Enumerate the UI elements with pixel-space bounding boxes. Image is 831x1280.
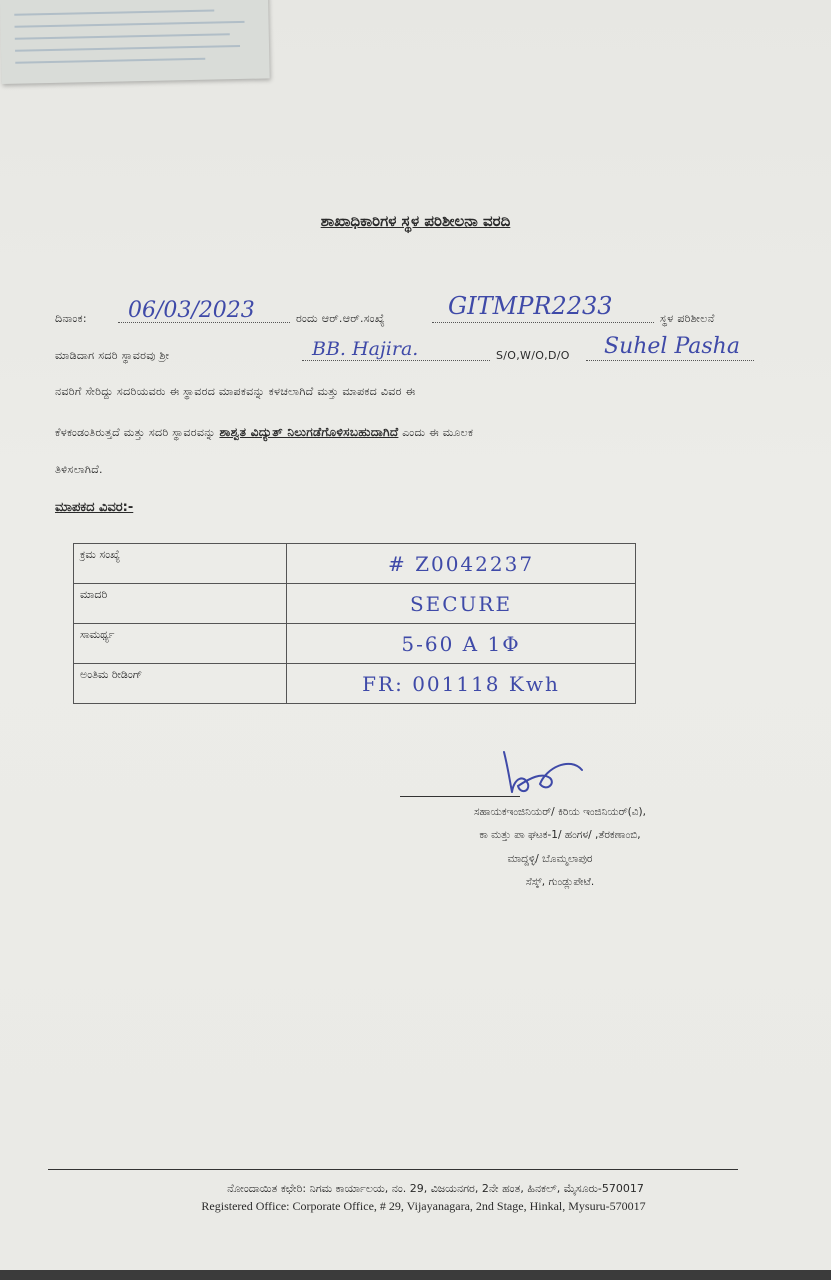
meter-final-reading-value: FR: 001118 Kwh: [287, 664, 636, 704]
owner-name: BB. Hajira.: [312, 338, 419, 360]
footer-english-address: Registered Office: Corporate Office, # 29, Vijayanagara, 2nd Stage, Hinkal, Mysuru-570017: [201, 1199, 646, 1213]
rr-field-line: [432, 322, 654, 323]
slip-text-line: [15, 58, 205, 64]
table-row: [74, 664, 636, 704]
table-row: [74, 544, 636, 584]
slip-text-line: [15, 21, 245, 28]
meter-capacity-label: ಸಾಮರ್ಥ್ಯ: [74, 624, 287, 664]
line4-prefix: ಕೆಳಕಂಡಂತಿರುತ್ತದೆ ಮತ್ತು ಸದರಿ ಸ್ಥಾವರವನ್ನು: [55, 426, 216, 439]
rr-label: ರಂದು ಆರ್.ಆರ್.ಸಂಖ್ಯೆ: [296, 312, 386, 325]
site-label: ಸ್ಥಳ ಪರಿಶೀಲನೆ: [660, 312, 715, 325]
rr-value: GITMPR2233: [448, 292, 613, 320]
date-value: 06/03/2023: [128, 298, 255, 323]
relation-label: S/O,W/O,D/O: [496, 349, 570, 362]
designation-line-1: ಸಹಾಯಕಇಂಜಿನಿಯರ್/ ಕಿರಿಯ ಇಂಜಿನಿಯರ್(ವಿ),: [474, 806, 646, 818]
designation-line-3: ಮಾದ್ದಳ್ಳಿ/ ಬೊಮ್ಮಲಾಪುರ: [507, 853, 593, 865]
footer-divider: [48, 1169, 738, 1170]
date-label: ದಿನಾಂಕ:: [55, 312, 87, 325]
document-title: ಶಾಖಾಧಿಕಾರಿಗಳ ಸ್ಥಳ ಪರಿಶೀಲನಾ ವರದಿ: [320, 212, 511, 230]
table-row: [74, 584, 636, 624]
scan-bottom-edge: [0, 1270, 831, 1280]
slip-text-line: [14, 10, 214, 16]
meter-serial-value: # Z0042237: [287, 544, 636, 584]
paragraph-line-5: ತಿಳಿಸಲಾಗಿದೆ.: [55, 463, 103, 476]
relation-field-line: [586, 360, 754, 361]
slip-text-line: [15, 45, 240, 52]
meter-make-label: ಮಾದರಿ: [74, 584, 287, 624]
footer-kannada-address: ನೋಂದಾಯಿತ ಕಛೇರಿ: ನಿಗಮ ಕಾರ್ಯಾಲಯ, ನಂ. 29, ವಿಜಯನಗರ, 2ನೇ ಹಂತ, ಹಿನಕಲ್, ಮೈಸೂರು-570017: [227, 1182, 644, 1195]
meter-make-value: SECURE: [287, 584, 636, 624]
signature-stroke: [504, 752, 582, 792]
paragraph-line-4: [55, 425, 755, 440]
paragraph-line-2-prefix: ಮಾಡಿದಾಗ ಸದರಿ ಸ್ಥಾವರವು ಶ್ರೀ: [55, 349, 170, 362]
designation-line-4: ಸೆಸ್ಕ್, ಗುಂಡ್ಲುಪೇಟೆ.: [525, 876, 595, 888]
line4-suffix: ಎಂದು ಈ ಮೂಲಕ: [402, 426, 474, 439]
meter-capacity-value: 5-60 A 1Φ: [287, 624, 636, 664]
overlapping-paper-slip: [0, 0, 270, 84]
table-row: [74, 624, 636, 664]
relation-name: Suhel Pasha: [604, 334, 740, 359]
signature-line: [400, 796, 520, 797]
slip-text-line: [15, 33, 230, 40]
paragraph-line-3: ನವರಿಗೆ ಸೇರಿದ್ದು ಸದರಿಯವರು ಈ ಸ್ಥಾವರದ ಮಾಪಕವನ್ನು ಕಳಚಲಾಗಿದೆ ಮತ್ತು ಮಾಪಕದ ವಿವರ ಈ: [55, 385, 416, 398]
owner-field-line: [302, 360, 490, 361]
line4-bold-statement: ಶಾಶ್ವತ ವಿದ್ಯುತ್ ನಿಲುಗಡೆಗೊಳಿಸಬಹುದಾಗಿದೆ: [219, 425, 399, 439]
meter-final-reading-label: ಅಂತಿಮ ರೀಡಿಂಗ್: [74, 664, 287, 704]
meter-serial-label: ಕ್ರಮ ಸಂಖ್ಯೆ: [74, 544, 287, 584]
designation-line-2: ಕಾ ಮತ್ತು ಪಾ ಘಟಕ-1/ ಹಂಗಳ/ ,ತೆರಕಣಾಂಬಿ,: [479, 829, 641, 841]
handwritten-signature: [490, 748, 600, 798]
meter-details-table: [73, 543, 636, 704]
meter-section-title: ಮಾಪಕದ ವಿವರ:-: [55, 500, 134, 515]
